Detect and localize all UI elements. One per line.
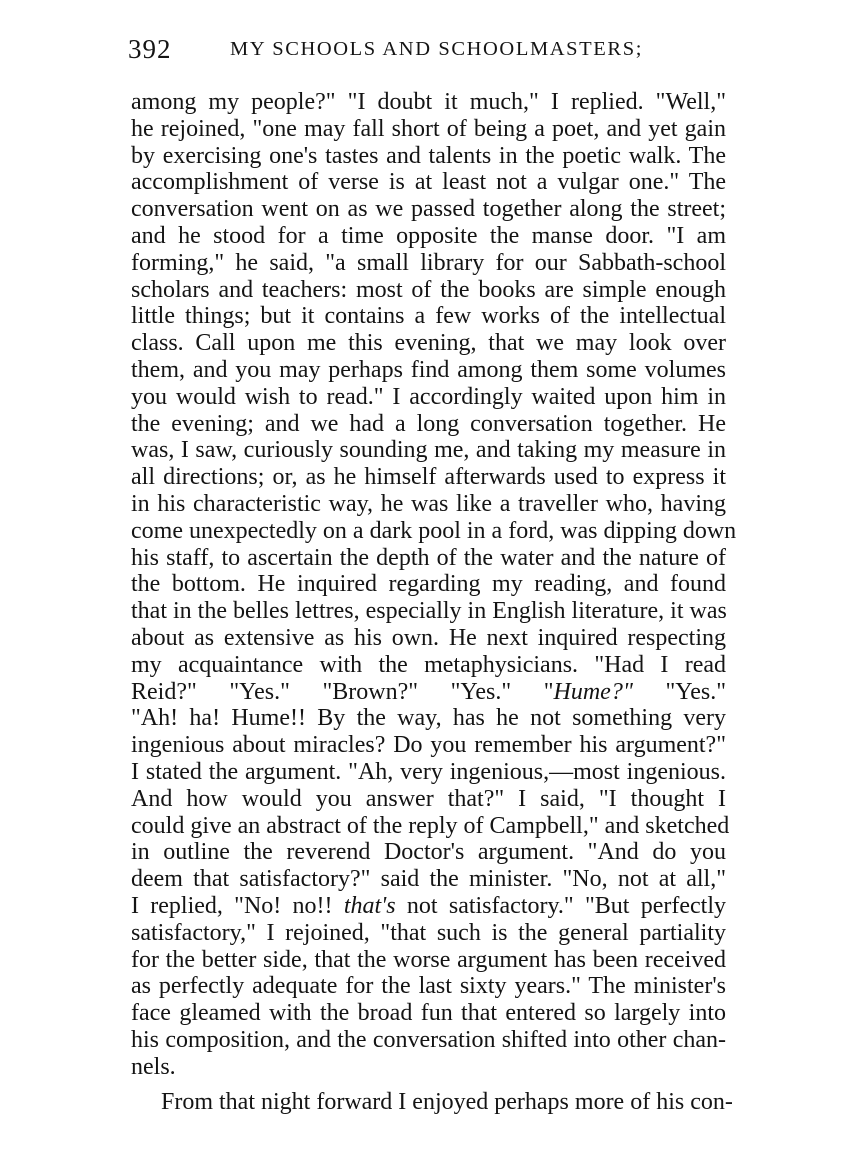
text-line: was, I saw, curiously sounding me, and taking my measure in — [131, 437, 726, 464]
text-line: nels. — [131, 1053, 176, 1080]
text-line: satisfactory," I rejoined, "that such is the general partiality — [131, 919, 726, 946]
paragraph-gap — [131, 1080, 726, 1089]
text-line: come unexpectedly on a dark pool in a ford, was dipping down — [131, 517, 737, 544]
text-line: his composition, and the conversation shifted into other chan- — [131, 1026, 726, 1053]
text-line: the bottom. He inquired regarding my reading, and found — [131, 571, 726, 598]
italic-word-thats: that's — [343, 892, 396, 919]
text-line: "Ah! ha! Hume!! By the way, has he not something very — [131, 705, 726, 732]
running-title: MY SCHOOLS AND SCHOOLMASTERS; — [230, 38, 643, 60]
text-line: as perfectly adequate for the last sixty years." The minister's — [131, 973, 726, 1000]
text-line: I stated the argument. "Ah, very ingenious,—most ingenious. — [131, 758, 726, 785]
paragraph-2 — [131, 1089, 733, 1116]
text-line: and he stood for a time opposite the manse door. "I am — [131, 222, 726, 249]
text-run: "Yes." — [632, 678, 726, 705]
paragraph-1 — [131, 89, 737, 1080]
text-line: conversation went on as we passed together along the street; — [131, 196, 726, 223]
text-line: my acquaintance with the metaphysicians. "Had I read — [131, 651, 726, 678]
text-line: all directions; or, as he himself afterwards used to express it — [131, 464, 726, 491]
text-line: among my people?" "I doubt it much," I replied. "Well," — [131, 89, 726, 115]
page-number: 392 — [128, 34, 172, 64]
text-line: little things; but it contains a few works of the intellectual — [131, 303, 726, 330]
text-run: Reid?" "Yes." "Brown?" "Yes." " — [131, 678, 554, 705]
text-line-with-italic — [131, 893, 726, 920]
text-run: I replied, "No! no!! — [131, 892, 344, 919]
text-line: that in the belles lettres, especially in English literature, it was — [131, 598, 727, 625]
italic-word-hume: Hume?" — [553, 678, 633, 705]
body-text — [131, 89, 737, 1116]
text-line: could give an abstract of the reply of Campbell," and sketched — [131, 812, 730, 839]
text-line: by exercising one's tastes and talents in the poetic walk. The — [131, 142, 726, 169]
text-line: the evening; and we had a long conversation together. He — [131, 410, 726, 437]
running-head — [128, 34, 728, 74]
text-line: about as extensive as his own. He next inquired respecting — [131, 624, 726, 651]
text-line: in his characteristic way, he was like a traveller who, having — [131, 490, 726, 517]
text-line: deem that satisfactory?" said the minister. "No, not at all," — [131, 866, 726, 893]
text-run: not satisfactory." "But perfectly — [395, 892, 727, 919]
text-line: And how would you answer that?" I said, "I thought I — [131, 785, 726, 812]
text-line: in outline the reverend Doctor's argument. "And do you — [131, 839, 726, 866]
text-line: he rejoined, "one may fall short of being a poet, and yet gain — [131, 115, 726, 142]
text-line: them, and you may perhaps find among them some volumes — [131, 356, 726, 383]
text-line: accomplishment of verse is at least not a vulgar one." The — [131, 169, 726, 196]
text-line-with-italic — [131, 679, 726, 706]
text-line: his staff, to ascertain the depth of the water and the nature of — [131, 544, 726, 571]
text-line: forming," he said, "a small library for our Sabbath-school — [131, 249, 726, 276]
text-line: scholars and teachers: most of the books are simple enough — [131, 276, 726, 303]
text-line: face gleamed with the broad fun that entered so largely into — [131, 1000, 726, 1027]
text-line: class. Call upon me this evening, that we may look over — [131, 330, 726, 357]
text-line: ingenious about miracles? Do you remember his argument?" — [131, 732, 726, 759]
text-line: you would wish to read." I accordingly waited upon him in — [131, 383, 726, 410]
text-line: for the better side, that the worse argument has been received — [131, 946, 726, 973]
text-line: From that night forward I enjoyed perhaps more of his con- — [161, 1089, 733, 1116]
